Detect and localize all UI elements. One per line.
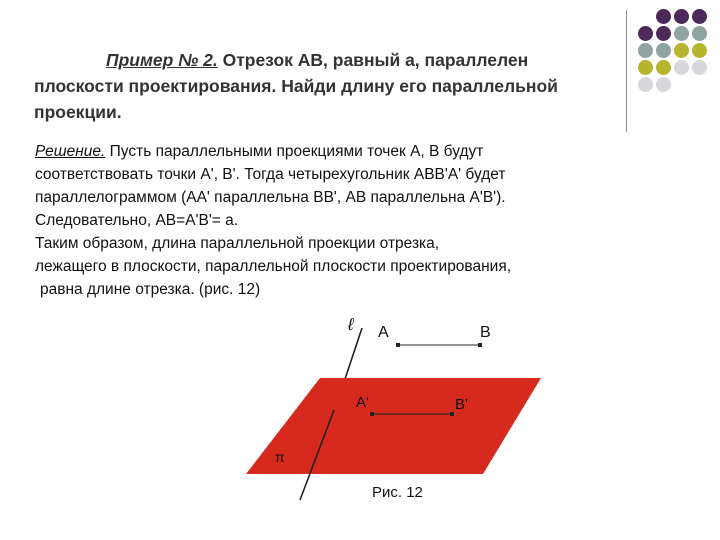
solution-line: Следовательно, АВ=А'В'= а. — [35, 212, 239, 229]
title-lead: Пример № 2. — [106, 50, 218, 70]
title-text: Отрезок АВ, равный а, параллелен плоскости проектирования. Найди длину его параллельной проекции. — [34, 50, 558, 122]
point-a-proj — [370, 412, 374, 416]
plane-label: π — [275, 449, 285, 465]
solution-line: параллелограммом (АА' параллельна ВВ', АВ параллельна А'В'). — [35, 189, 506, 206]
solution-line: соответствовать точки А', В'. Тогда четырехугольник АВВ'А' будет — [35, 166, 506, 183]
solution-first-line: Пусть параллельными проекциями точек А, В будут — [105, 143, 484, 160]
figure-caption: Рис. 12 — [372, 484, 423, 501]
point-b-proj — [450, 412, 454, 416]
point-b-proj-label: B' — [455, 396, 468, 413]
point-b — [478, 343, 482, 347]
point-b-label: B — [480, 324, 491, 341]
projection-plane — [246, 378, 541, 474]
point-a-label: A — [378, 324, 389, 341]
solution-lead: Решение. — [35, 143, 106, 160]
solution-line: лежащего в плоскости, параллельной плоскости проектирования, — [35, 258, 512, 275]
solution-line: Таким образом, длина параллельной проекции отрезка, — [35, 235, 440, 252]
point-a-proj-label: A' — [356, 394, 369, 411]
solution-line: равна длине отрезка. (рис. 12) — [40, 281, 261, 298]
point-a — [396, 343, 400, 347]
line-label: ℓ — [348, 315, 354, 334]
